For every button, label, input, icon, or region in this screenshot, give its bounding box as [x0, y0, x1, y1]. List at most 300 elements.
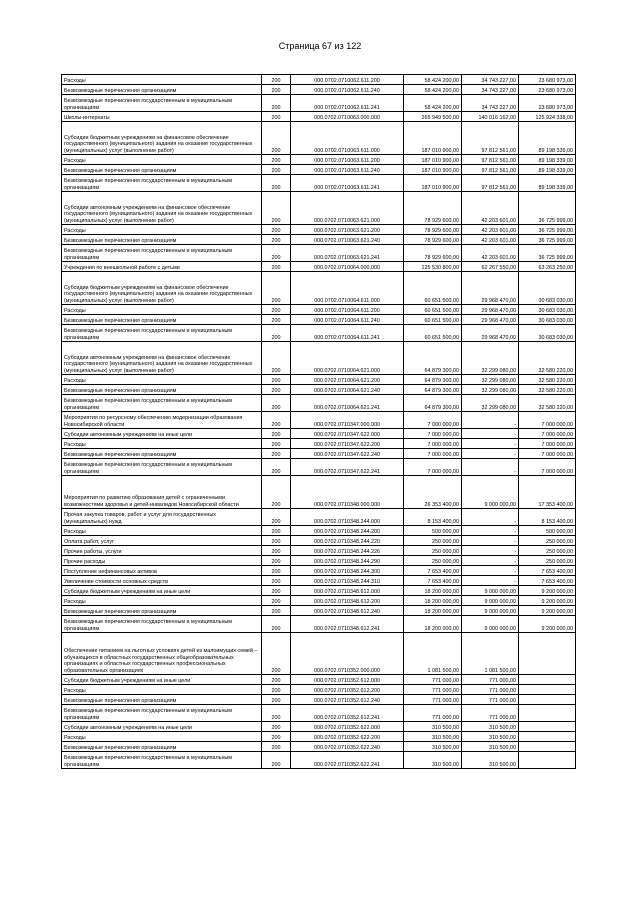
row-approved-cell: 310 500,00 — [404, 722, 462, 732]
row-name-cell: Безвозмездные перечисления государственным и муниципальным организациям — [62, 325, 262, 342]
row-name-cell: Субсидии бюджетным учреждениям на иные цели — [62, 675, 262, 685]
row-classification-cell: 000.0702.0710063.621.200 — [291, 225, 404, 235]
table-row — [62, 112, 576, 122]
row-executed-cell: 32 299 080,00 — [462, 342, 519, 375]
row-remaining-cell: 30 683 030,00 — [519, 272, 576, 305]
row-approved-cell: 64 879 300,00 — [404, 342, 462, 375]
row-classification-cell: 000.0702.0710352.622.240 — [291, 742, 404, 752]
table-row — [62, 175, 576, 192]
row-classification-cell: 000.0702.0710063.611.000 — [291, 122, 404, 155]
row-executed-cell: 9 000 000,00 — [462, 476, 519, 509]
row-executed-cell: - — [462, 412, 519, 429]
row-executed-cell: 42 203 601,00 — [462, 192, 519, 225]
row-code-cell: 200 — [262, 705, 291, 722]
row-name-cell: Безвозмездные перечисления государственным и муниципальным организациям — [62, 705, 262, 722]
row-classification-cell: 000.0702.0710348.244.310 — [291, 576, 404, 586]
row-executed-cell: 771 000,00 — [462, 685, 519, 695]
row-name-cell: Расходы — [62, 685, 262, 695]
row-remaining-cell — [519, 695, 576, 705]
row-approved-cell: 60 651 500,00 — [404, 305, 462, 315]
row-approved-cell: 64 879 300,00 — [404, 395, 462, 412]
row-code-cell: 200 — [262, 85, 291, 95]
row-classification-cell: 000.0702.0710352.622.241 — [291, 752, 404, 769]
row-executed-cell: - — [462, 576, 519, 586]
row-approved-cell: 771 000,00 — [404, 705, 462, 722]
row-remaining-cell — [519, 722, 576, 732]
row-classification-cell: 000.0702.0710348.612.241 — [291, 616, 404, 633]
row-executed-cell: - — [462, 556, 519, 566]
row-remaining-cell: 23 680 973,00 — [519, 85, 576, 95]
table-row — [62, 95, 576, 112]
row-code-cell: 200 — [262, 385, 291, 395]
row-classification-cell: 000.0702.0710348.244.300 — [291, 566, 404, 576]
table-row — [62, 742, 576, 752]
budget-table-body — [62, 75, 576, 769]
row-approved-cell: 60 651 500,00 — [404, 272, 462, 305]
row-executed-cell: 771 000,00 — [462, 695, 519, 705]
row-remaining-cell: 36 725 999,00 — [519, 235, 576, 245]
row-classification-cell: 000.0702.0710062.611.241 — [291, 95, 404, 112]
row-remaining-cell: 7 653 400,00 — [519, 576, 576, 586]
row-classification-cell: 000.0702.0710062.611.240 — [291, 85, 404, 95]
row-remaining-cell: 250 000,00 — [519, 546, 576, 556]
table-row — [62, 616, 576, 633]
row-classification-cell: 000.0702.0710064.621.000 — [291, 342, 404, 375]
row-remaining-cell: 36 725 999,00 — [519, 225, 576, 235]
row-code-cell: 200 — [262, 566, 291, 576]
row-approved-cell: 58 424 200,00 — [404, 85, 462, 95]
row-name-cell: Мероприятия по развитию образования детей с ограниченными возможностями здоровья и детей-инвалидов Новосибирской области — [62, 476, 262, 509]
row-executed-cell: 310 500,00 — [462, 742, 519, 752]
row-code-cell: 200 — [262, 732, 291, 742]
table-row — [62, 633, 576, 675]
row-executed-cell: 310 500,00 — [462, 732, 519, 742]
row-code-cell: 200 — [262, 536, 291, 546]
row-name-cell: Безвозмездные перечисления организациям — [62, 385, 262, 395]
table-row — [62, 439, 576, 449]
row-approved-cell: 18 200 000,00 — [404, 596, 462, 606]
row-code-cell: 200 — [262, 526, 291, 536]
row-code-cell: 200 — [262, 685, 291, 695]
row-approved-cell: 78 929 600,00 — [404, 192, 462, 225]
row-code-cell: 200 — [262, 633, 291, 675]
row-remaining-cell: 36 725 999,00 — [519, 245, 576, 262]
row-classification-cell: 000.0702.0710064.621.200 — [291, 375, 404, 385]
row-approved-cell: 1 081 500,00 — [404, 633, 462, 675]
row-classification-cell: 000.0702.0710064.611.000 — [291, 272, 404, 305]
row-remaining-cell: 7 653 400,00 — [519, 566, 576, 576]
row-approved-cell: 771 000,00 — [404, 685, 462, 695]
row-code-cell: 200 — [262, 616, 291, 633]
row-name-cell: Расходы — [62, 75, 262, 85]
row-executed-cell: 310 500,00 — [462, 752, 519, 769]
row-approved-cell: 18 200 000,00 — [404, 586, 462, 596]
row-classification-cell: 000.0702.0710063.621.000 — [291, 192, 404, 225]
table-row — [62, 526, 576, 536]
row-name-cell: Субсидии автономным учреждениям на иные цели — [62, 429, 262, 439]
row-remaining-cell: 9 200 000,00 — [519, 616, 576, 633]
row-remaining-cell: 9 200 000,00 — [519, 596, 576, 606]
row-code-cell: 200 — [262, 596, 291, 606]
row-name-cell: Безвозмездные перечисления организациям — [62, 315, 262, 325]
row-name-cell: Безвозмездные перечисления организациям — [62, 742, 262, 752]
row-code-cell: 200 — [262, 122, 291, 155]
row-classification-cell: 000.0702.0710064.621.241 — [291, 395, 404, 412]
row-executed-cell: 97 812 561,00 — [462, 122, 519, 155]
row-code-cell: 200 — [262, 576, 291, 586]
row-remaining-cell: 9 200 000,00 — [519, 586, 576, 596]
row-name-cell: Расходы — [62, 375, 262, 385]
row-remaining-cell: 32 580 220,00 — [519, 342, 576, 375]
row-classification-cell: 000.0702.0710063.000.000 — [291, 112, 404, 122]
row-executed-cell: 42 203 601,00 — [462, 225, 519, 235]
row-executed-cell: 771 000,00 — [462, 705, 519, 722]
table-row — [62, 325, 576, 342]
table-row — [62, 395, 576, 412]
row-classification-cell: 000.0702.0710347.622.241 — [291, 459, 404, 476]
row-name-cell: Прочая закупка товаров, работ и услуг для государственных (муниципальных) нужд — [62, 509, 262, 526]
row-classification-cell: 000.0702.0710063.621.241 — [291, 245, 404, 262]
row-classification-cell: 000.0702.0710348.244.220 — [291, 536, 404, 546]
row-executed-cell: 9 000 000,00 — [462, 586, 519, 596]
row-executed-cell: 62 267 550,00 — [462, 262, 519, 272]
row-name-cell: Субсидии автономным учреждениям на финансовое обеспечение государственного (муниципального) задания на оказание государственных (муниципальных) услуг (выполнение работ) — [62, 192, 262, 225]
row-name-cell: Безвозмездные перечисления государственным и муниципальным организациям — [62, 395, 262, 412]
row-executed-cell: 1 081 500,00 — [462, 633, 519, 675]
row-name-cell: Безвозмездные перечисления организациям — [62, 85, 262, 95]
row-classification-cell: 000.0702.0710352.612.241 — [291, 705, 404, 722]
row-executed-cell: 9 000 000,00 — [462, 616, 519, 633]
row-executed-cell: 140 016 162,00 — [462, 112, 519, 122]
row-approved-cell: 7 000 000,00 — [404, 459, 462, 476]
row-name-cell: Субсидии автономным учреждениям на иные цели — [62, 722, 262, 732]
row-remaining-cell — [519, 742, 576, 752]
row-executed-cell: 29 968 470,00 — [462, 315, 519, 325]
row-classification-cell: 000.0702.0710352.612.000 — [291, 675, 404, 685]
row-approved-cell: 265 949 500,00 — [404, 112, 462, 122]
row-executed-cell: - — [462, 459, 519, 476]
row-remaining-cell: 8 153 400,00 — [519, 509, 576, 526]
row-name-cell: Безвозмездные перечисления организациям — [62, 165, 262, 175]
row-approved-cell: 187 010 900,00 — [404, 165, 462, 175]
row-classification-cell: 000.0702.0710348.612.000 — [291, 586, 404, 596]
row-code-cell: 200 — [262, 165, 291, 175]
row-approved-cell: 250 000,00 — [404, 536, 462, 546]
row-code-cell: 200 — [262, 395, 291, 412]
row-code-cell: 200 — [262, 235, 291, 245]
row-approved-cell: 8 153 400,00 — [404, 509, 462, 526]
table-row — [62, 566, 576, 576]
table-row — [62, 586, 576, 596]
row-classification-cell: 000.0702.0710347.622.200 — [291, 439, 404, 449]
row-name-cell: Расходы — [62, 305, 262, 315]
row-executed-cell: 32 299 080,00 — [462, 375, 519, 385]
row-code-cell: 200 — [262, 155, 291, 165]
table-row — [62, 596, 576, 606]
row-code-cell: 200 — [262, 556, 291, 566]
row-name-cell: Безвозмездные перечисления государственным и муниципальным организациям — [62, 175, 262, 192]
row-name-cell: Расходы — [62, 439, 262, 449]
row-remaining-cell: 63 263 250,00 — [519, 262, 576, 272]
row-approved-cell: 187 010 900,00 — [404, 175, 462, 192]
row-code-cell: 200 — [262, 95, 291, 112]
table-row — [62, 165, 576, 175]
row-code-cell: 200 — [262, 449, 291, 459]
table-row — [62, 262, 576, 272]
row-remaining-cell: 23 680 973,00 — [519, 75, 576, 85]
row-remaining-cell — [519, 685, 576, 695]
table-row — [62, 375, 576, 385]
row-approved-cell: 58 424 200,00 — [404, 95, 462, 112]
table-row — [62, 509, 576, 526]
row-code-cell: 200 — [262, 586, 291, 596]
row-name-cell: Безвозмездные перечисления государственным и муниципальным организациям — [62, 459, 262, 476]
row-code-cell: 200 — [262, 509, 291, 526]
row-name-cell: Мероприятия по ресурсному обеспечению модернизации образования Новосибирской области — [62, 412, 262, 429]
table-row — [62, 476, 576, 509]
row-executed-cell: - — [462, 429, 519, 439]
table-row — [62, 546, 576, 556]
table-row — [62, 272, 576, 305]
row-remaining-cell: 32 580 220,00 — [519, 395, 576, 412]
table-row — [62, 225, 576, 235]
row-name-cell: Расходы — [62, 732, 262, 742]
row-executed-cell: - — [462, 509, 519, 526]
table-row — [62, 576, 576, 586]
row-remaining-cell: 89 198 339,00 — [519, 155, 576, 165]
table-row — [62, 235, 576, 245]
row-classification-cell: 000.0702.0710348.244.200 — [291, 526, 404, 536]
table-row — [62, 385, 576, 395]
row-code-cell: 200 — [262, 546, 291, 556]
row-classification-cell: 000.0702.0710062.611.200 — [291, 75, 404, 85]
row-classification-cell: 000.0702.0710063.611.200 — [291, 155, 404, 165]
row-approved-cell: 26 353 400,00 — [404, 476, 462, 509]
row-code-cell: 200 — [262, 752, 291, 769]
table-row — [62, 556, 576, 566]
row-code-cell: 200 — [262, 695, 291, 705]
row-name-cell: Безвозмездные перечисления организациям — [62, 235, 262, 245]
row-remaining-cell: 36 725 999,00 — [519, 192, 576, 225]
table-row — [62, 722, 576, 732]
row-remaining-cell: 30 683 030,00 — [519, 305, 576, 315]
row-executed-cell: 34 743 227,00 — [462, 75, 519, 85]
row-approved-cell: 187 010 900,00 — [404, 155, 462, 165]
table-row — [62, 75, 576, 85]
row-classification-cell: 000.0702.0710352.622.000 — [291, 722, 404, 732]
row-remaining-cell — [519, 732, 576, 742]
row-name-cell: Безвозмездные перечисления государственным и муниципальным организациям — [62, 245, 262, 262]
row-name-cell: Субсидии бюджетным учреждениям на финансовое обеспечение государственного (муниципального) задания на оказание государственных (муниципальных) услуг (выполнение работ) — [62, 272, 262, 305]
row-executed-cell: 29 968 470,00 — [462, 325, 519, 342]
table-row — [62, 155, 576, 165]
row-executed-cell: 32 299 080,00 — [462, 385, 519, 395]
row-remaining-cell — [519, 705, 576, 722]
row-executed-cell: 34 743 227,00 — [462, 95, 519, 112]
row-code-cell: 200 — [262, 315, 291, 325]
row-remaining-cell: 7 000 000,00 — [519, 459, 576, 476]
row-classification-cell: 000.0702.0710064.611.200 — [291, 305, 404, 315]
row-remaining-cell: 32 580 220,00 — [519, 385, 576, 395]
row-classification-cell: 000.0702.0710064.611.240 — [291, 315, 404, 325]
row-name-cell: Школы-интернаты — [62, 112, 262, 122]
row-name-cell: Расходы — [62, 225, 262, 235]
row-name-cell: Прочие расходы — [62, 556, 262, 566]
row-classification-cell: 000.0702.0710347.622.000 — [291, 429, 404, 439]
row-classification-cell: 000.0702.0710347.000.000 — [291, 412, 404, 429]
row-classification-cell: 000.0702.0710348.244.000 — [291, 509, 404, 526]
row-code-cell: 200 — [262, 262, 291, 272]
table-row — [62, 305, 576, 315]
row-classification-cell: 000.0702.0710064.000.000 — [291, 262, 404, 272]
row-executed-cell: 32 299 080,00 — [462, 395, 519, 412]
row-executed-cell: 310 500,00 — [462, 722, 519, 732]
row-executed-cell: 34 743 227,00 — [462, 85, 519, 95]
table-row — [62, 192, 576, 225]
row-code-cell: 200 — [262, 192, 291, 225]
row-code-cell: 200 — [262, 722, 291, 732]
row-classification-cell: 000.0702.0710063.611.240 — [291, 165, 404, 175]
row-executed-cell: 97 812 561,00 — [462, 155, 519, 165]
row-executed-cell: 29 968 470,00 — [462, 305, 519, 315]
row-classification-cell: 000.0702.0710064.611.241 — [291, 325, 404, 342]
row-executed-cell: 771 000,00 — [462, 675, 519, 685]
row-classification-cell: 000.0702.0710348.612.200 — [291, 596, 404, 606]
budget-table — [61, 74, 576, 769]
row-approved-cell: 64 879 300,00 — [404, 385, 462, 395]
row-name-cell: Безвозмездные перечисления организациям — [62, 695, 262, 705]
row-code-cell: 200 — [262, 606, 291, 616]
row-executed-cell: - — [462, 546, 519, 556]
row-remaining-cell: 7 000 000,00 — [519, 449, 576, 459]
row-code-cell: 200 — [262, 439, 291, 449]
row-classification-cell: 000.0702.0710352.000.000 — [291, 633, 404, 675]
row-executed-cell: - — [462, 449, 519, 459]
row-approved-cell: 7 000 000,00 — [404, 449, 462, 459]
row-approved-cell: 18 200 000,00 — [404, 616, 462, 633]
table-row — [62, 85, 576, 95]
row-classification-cell: 000.0702.0710063.621.240 — [291, 235, 404, 245]
row-approved-cell: 60 651 500,00 — [404, 325, 462, 342]
table-row — [62, 459, 576, 476]
row-approved-cell: 78 929 600,00 — [404, 235, 462, 245]
page-number-label: Страница 67 из 122 — [278, 41, 362, 51]
row-remaining-cell: 7 000 000,00 — [519, 412, 576, 429]
row-name-cell: Учреждения по внешкольной работе с детьми — [62, 262, 262, 272]
row-remaining-cell: 89 198 339,00 — [519, 165, 576, 175]
row-classification-cell: 000.0702.0710348.244.226 — [291, 546, 404, 556]
row-remaining-cell: 30 683 030,00 — [519, 315, 576, 325]
row-classification-cell: 000.0702.0710347.622.240 — [291, 449, 404, 459]
row-remaining-cell: 125 924 338,00 — [519, 112, 576, 122]
row-executed-cell: 9 000 000,00 — [462, 606, 519, 616]
row-name-cell: Расходы — [62, 596, 262, 606]
row-code-cell: 200 — [262, 325, 291, 342]
row-code-cell: 200 — [262, 375, 291, 385]
row-executed-cell: 9 000 000,00 — [462, 596, 519, 606]
row-classification-cell: 000.0702.0710063.611.241 — [291, 175, 404, 192]
row-remaining-cell: 500 000,00 — [519, 526, 576, 536]
row-name-cell: Безвозмездные перечисления государственным и муниципальным организациям — [62, 752, 262, 769]
row-name-cell: Субсидии автономным учреждениям на финансовое обеспечение государственного (муниципального) задания на оказание государственных (муниципальных) услуг (выполнение работ) — [62, 342, 262, 375]
row-approved-cell: 250 000,00 — [404, 556, 462, 566]
row-remaining-cell — [519, 675, 576, 685]
row-code-cell: 200 — [262, 245, 291, 262]
row-name-cell: Расходы — [62, 155, 262, 165]
row-remaining-cell: 89 198 339,00 — [519, 175, 576, 192]
row-approved-cell: 7 000 000,00 — [404, 412, 462, 429]
row-approved-cell: 7 000 000,00 — [404, 429, 462, 439]
row-remaining-cell: 250 000,00 — [519, 536, 576, 546]
table-row — [62, 342, 576, 375]
row-remaining-cell — [519, 633, 576, 675]
row-remaining-cell: 89 198 339,00 — [519, 122, 576, 155]
row-approved-cell: 60 651 500,00 — [404, 315, 462, 325]
row-name-cell: Безвозмездные перечисления организациям — [62, 449, 262, 459]
row-approved-cell: 7 653 400,00 — [404, 566, 462, 576]
row-code-cell: 200 — [262, 412, 291, 429]
row-approved-cell: 64 879 300,00 — [404, 375, 462, 385]
row-classification-cell: 000.0702.0710352.612.240 — [291, 695, 404, 705]
row-name-cell: Безвозмездные перечисления организациям — [62, 606, 262, 616]
table-row — [62, 429, 576, 439]
row-remaining-cell — [519, 752, 576, 769]
row-executed-cell: - — [462, 526, 519, 536]
row-classification-cell: 000.0702.0710348.244.290 — [291, 556, 404, 566]
row-code-cell: 200 — [262, 305, 291, 315]
row-executed-cell: 29 968 470,00 — [462, 272, 519, 305]
row-approved-cell: 310 500,00 — [404, 732, 462, 742]
row-name-cell: Расходы — [62, 526, 262, 536]
row-remaining-cell: 30 683 030,00 — [519, 325, 576, 342]
table-row — [62, 675, 576, 685]
row-name-cell: Прочие работы, услуги — [62, 546, 262, 556]
row-executed-cell: 97 812 561,00 — [462, 165, 519, 175]
row-approved-cell: 58 424 200,00 — [404, 75, 462, 85]
table-row — [62, 245, 576, 262]
row-classification-cell: 000.0702.0710348.000.000 — [291, 476, 404, 509]
row-remaining-cell: 9 200 000,00 — [519, 606, 576, 616]
row-approved-cell: 78 929 600,00 — [404, 245, 462, 262]
row-name-cell: Безвозмездные перечисления государственным и муниципальным организациям — [62, 616, 262, 633]
row-name-cell: Увеличение стоимости основных средств — [62, 576, 262, 586]
row-approved-cell: 771 000,00 — [404, 675, 462, 685]
row-approved-cell: 125 530 800,00 — [404, 262, 462, 272]
row-code-cell: 200 — [262, 742, 291, 752]
row-approved-cell: 250 000,00 — [404, 546, 462, 556]
row-code-cell: 200 — [262, 112, 291, 122]
row-approved-cell: 18 200 000,00 — [404, 606, 462, 616]
table-row — [62, 315, 576, 325]
row-remaining-cell: 7 000 000,00 — [519, 429, 576, 439]
table-row — [62, 705, 576, 722]
row-name-cell: Обеспечение питанием на льготных условиях детей из малоимущих семей – обучающихся в областных государственных общеобразовательных организациях и областных государственных профессиональных образовательных организациях — [62, 633, 262, 675]
row-code-cell: 200 — [262, 225, 291, 235]
row-executed-cell: - — [462, 566, 519, 576]
row-executed-cell: 42 203 601,00 — [462, 235, 519, 245]
row-classification-cell: 000.0702.0710064.621.240 — [291, 385, 404, 395]
row-code-cell: 200 — [262, 429, 291, 439]
row-classification-cell: 000.0702.0710352.612.200 — [291, 685, 404, 695]
row-approved-cell: 310 500,00 — [404, 742, 462, 752]
row-code-cell: 200 — [262, 675, 291, 685]
row-name-cell: Субсидии бюджетным учреждениям на финансовое обеспечение государственного (муниципального) задания на оказание государственных (муниципальных) услуг (выполнение работ) — [62, 122, 262, 155]
row-executed-cell: 42 203 601,00 — [462, 245, 519, 262]
table-row — [62, 536, 576, 546]
table-row — [62, 752, 576, 769]
row-approved-cell: 7 000 000,00 — [404, 439, 462, 449]
row-remaining-cell: 23 680 973,00 — [519, 95, 576, 112]
